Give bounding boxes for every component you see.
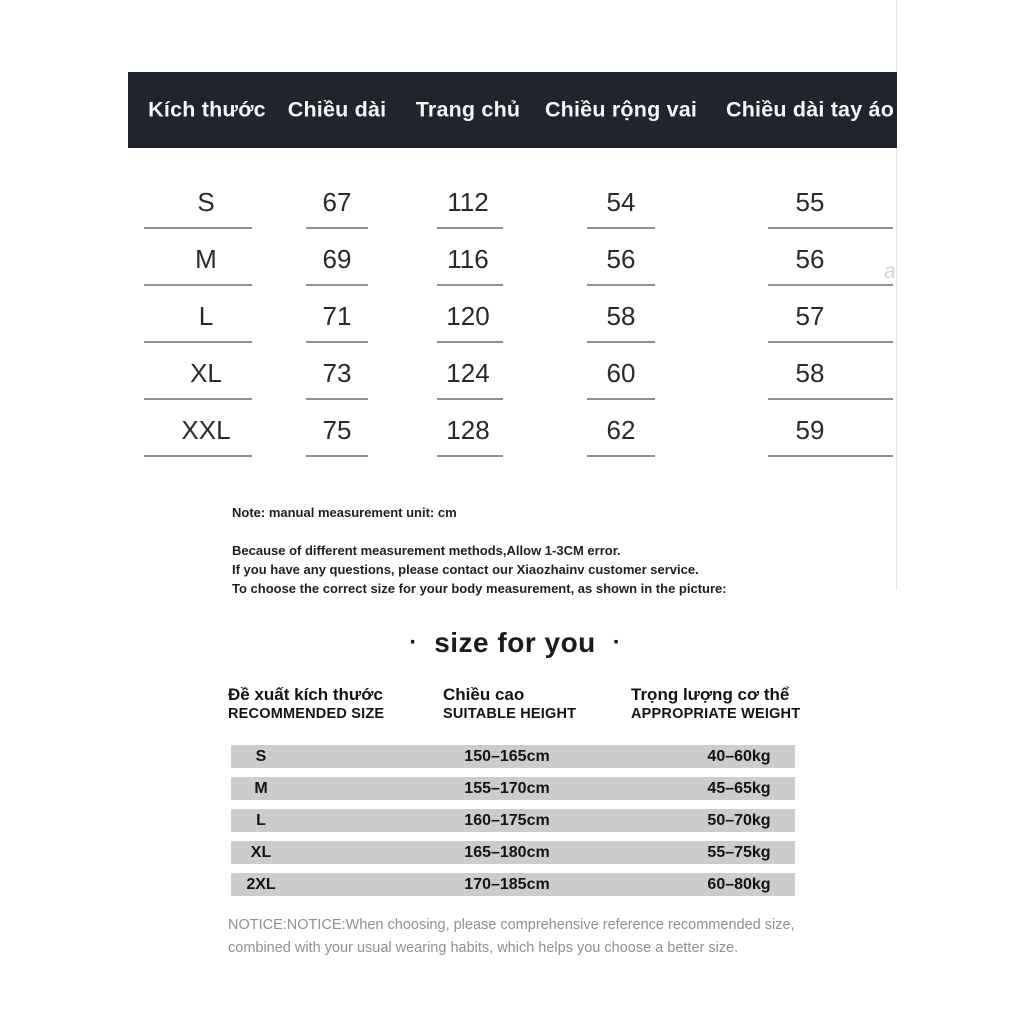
- weight-range: 45–65kg: [707, 780, 771, 797]
- size-label: S: [197, 187, 215, 217]
- bust-value: 124: [446, 358, 490, 388]
- spec-col-length: Chiều dài: [287, 97, 387, 122]
- note-line: To choose the correct size for your body measurement, as shown in the picture:: [232, 581, 727, 596]
- recommend-col-size-vi: Đề xuất kích thước: [228, 685, 383, 704]
- spec-col-size: Kích thước: [148, 97, 266, 122]
- height-range: 155–170cm: [464, 780, 550, 797]
- length-value: 71: [322, 301, 352, 331]
- cell-underline: [768, 455, 893, 457]
- bust-value: 116: [447, 244, 489, 274]
- weight-range: 50–70kg: [707, 812, 771, 829]
- size-label: L: [256, 812, 266, 829]
- length-value: 75: [322, 415, 352, 445]
- sleeve-value: 56: [795, 244, 825, 274]
- length-value: 69: [322, 244, 352, 274]
- size-label: XXL: [181, 415, 231, 445]
- unit-note: Note: manual measurement unit: cm: [232, 505, 457, 520]
- length-value: 67: [322, 187, 352, 217]
- length-value: 73: [322, 358, 352, 388]
- recommend-col-size: [228, 684, 384, 724]
- choosing-notice: [228, 914, 795, 960]
- height-range: 160–175cm: [464, 812, 550, 829]
- cell-underline: [144, 455, 252, 457]
- table-row: [231, 809, 795, 832]
- shoulder-value: 60: [606, 358, 636, 388]
- shoulder-value: 54: [606, 187, 636, 217]
- note-line: Because of different measurement methods,Allow 1-3CM error.: [232, 543, 621, 558]
- recommend-col-weight: [631, 684, 800, 724]
- height-range: 170–185cm: [464, 876, 550, 893]
- notice-line: combined with your usual wearing habits, which helps you choose a better size.: [228, 940, 739, 956]
- table-row: [231, 777, 795, 800]
- table-row: [231, 745, 795, 768]
- heading-dot-right: ·: [612, 629, 621, 656]
- table-row: [128, 172, 897, 229]
- recommend-col-height-vi: Chiều cao: [443, 685, 525, 704]
- notice-line: NOTICE:NOTICE:When choosing, please comprehensive reference recommended size,: [228, 917, 795, 933]
- height-range: 150–165cm: [464, 748, 550, 765]
- recommend-col-weight-en: APPROPRIATE WEIGHT: [631, 706, 801, 722]
- table-row: [128, 343, 897, 400]
- shoulder-value: 56: [606, 244, 636, 274]
- spec-table-header: [128, 72, 897, 148]
- table-row: [128, 286, 897, 343]
- size-label: M: [254, 780, 268, 797]
- weight-range: 60–80kg: [707, 876, 771, 893]
- table-row: [231, 873, 795, 896]
- size-for-you-heading: [0, 627, 1024, 659]
- heading-title: size for you: [434, 627, 596, 658]
- table-row: [231, 841, 795, 864]
- measurement-notes: [232, 505, 727, 598]
- weight-range: 55–75kg: [707, 844, 771, 861]
- size-label: XL: [250, 844, 272, 861]
- size-label: XL: [190, 358, 222, 388]
- height-range: 165–180cm: [464, 844, 550, 861]
- cell-underline: [587, 455, 655, 457]
- recommend-table-body: [231, 745, 795, 905]
- sleeve-value: 57: [795, 301, 825, 331]
- size-label: L: [198, 301, 214, 331]
- table-row: [128, 400, 897, 457]
- bust-value: 120: [446, 301, 490, 331]
- bust-value: 128: [446, 415, 490, 445]
- recommend-col-height-en: SUITABLE HEIGHT: [443, 706, 577, 722]
- heading-dot-left: ·: [409, 629, 418, 656]
- recommend-col-size-en: RECOMMENDED SIZE: [228, 706, 385, 722]
- bust-value: 112: [447, 187, 489, 217]
- sleeve-value: 55: [795, 187, 825, 217]
- size-label: S: [255, 748, 267, 765]
- spec-col-sleeve: Chiều dài tay áo: [725, 97, 895, 122]
- spec-table-body: [128, 172, 897, 457]
- shoulder-value: 62: [606, 415, 636, 445]
- recommend-col-height: [443, 684, 576, 724]
- weight-range: 40–60kg: [707, 748, 771, 765]
- cell-underline: [306, 455, 368, 457]
- sleeve-value: 58: [795, 358, 825, 388]
- cell-underline: [437, 455, 503, 457]
- size-label: M: [195, 244, 217, 274]
- recommend-col-weight-vi: Trọng lượng cơ thể: [631, 685, 790, 704]
- sleeve-value: 59: [795, 415, 825, 445]
- size-label: 2XL: [246, 876, 276, 893]
- watermark-fragment: a: [884, 260, 896, 283]
- spec-col-shoulder: Chiều rộng vai: [544, 97, 698, 122]
- shoulder-value: 58: [606, 301, 636, 331]
- spec-col-bust: Trang chủ: [415, 97, 521, 122]
- note-line: If you have any questions, please contact our Xiaozhainv customer service.: [232, 562, 699, 577]
- table-row: [128, 229, 897, 286]
